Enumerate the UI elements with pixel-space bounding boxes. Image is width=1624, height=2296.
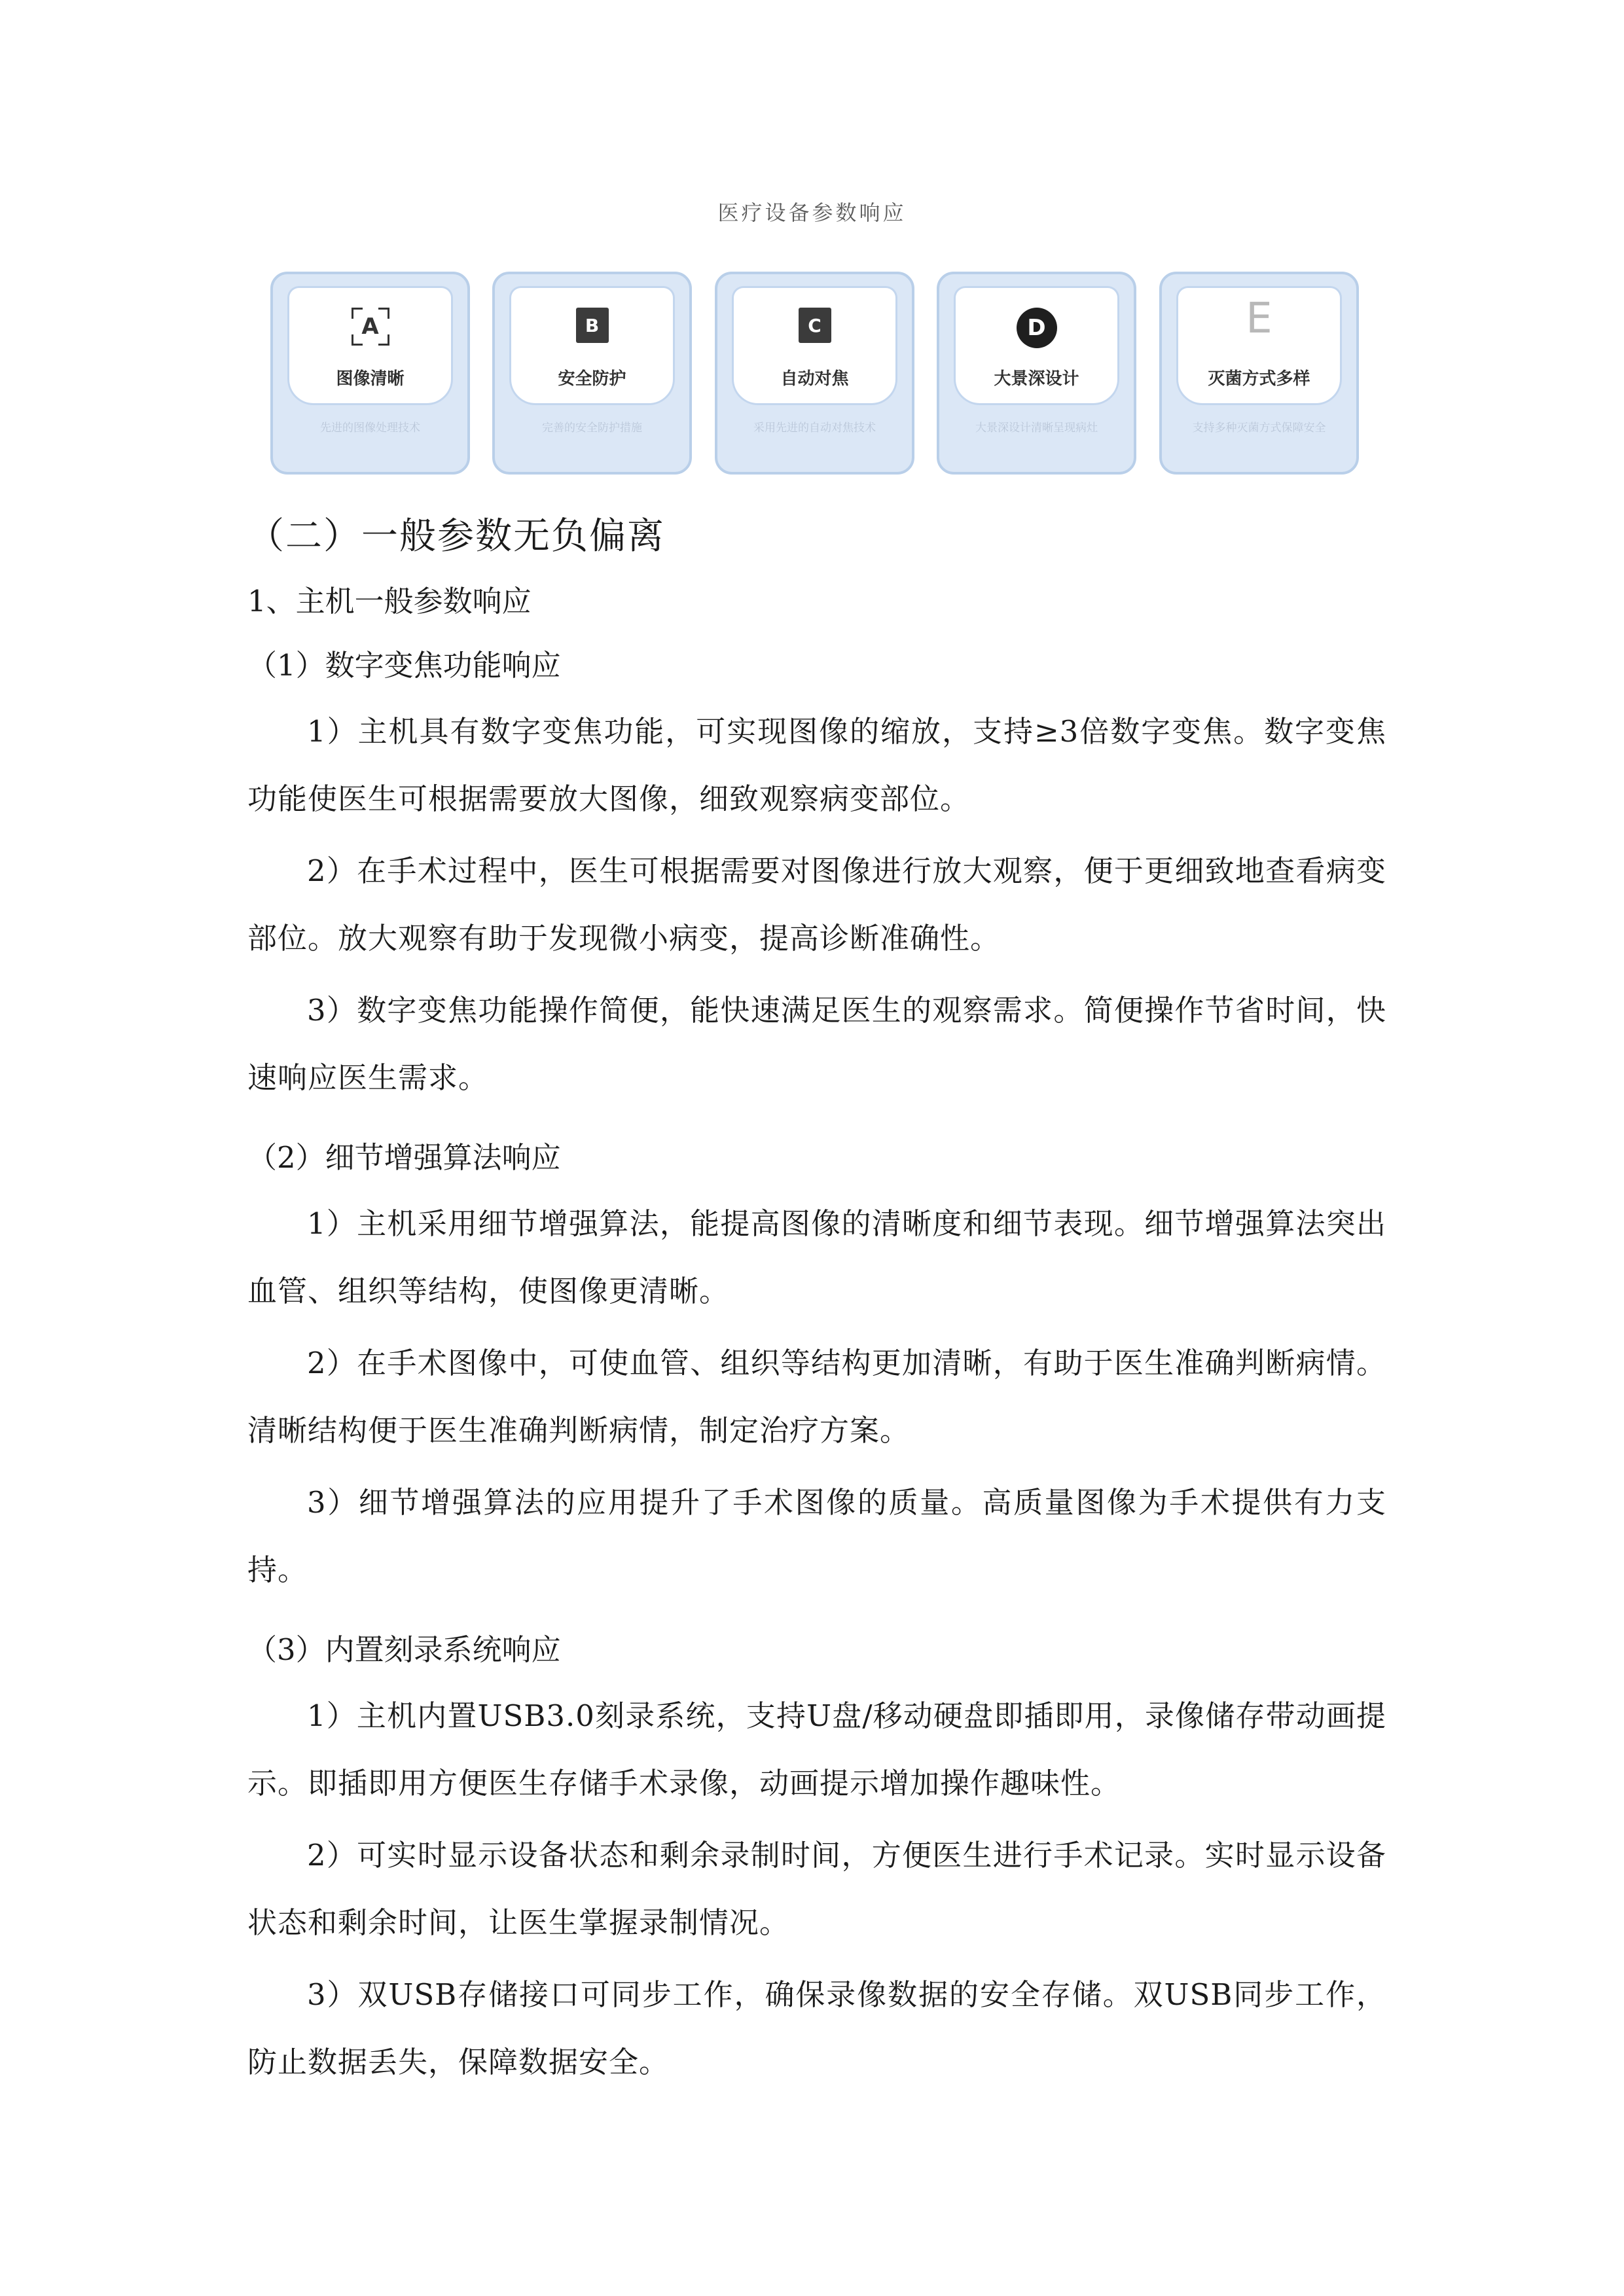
paragraph: 2）在手术过程中，医生可根据需要对图像进行放大观察，便于更细致地查看病变部位。放大观察有助于发现微小病变，提高诊断准确性。	[247, 853, 1386, 956]
paragraph: 3）双USB存储接口可同步工作，确保录像数据的安全存储。双USB同步工作，防止数据丢失，保障数据安全。	[247, 1977, 1386, 2079]
card-description: 支持多种灭菌方式保障安全	[1192, 422, 1326, 435]
figure-title: 医疗设备参数响应	[717, 200, 907, 225]
card-description: 先进的图像处理技术	[320, 422, 420, 435]
c-box-icon: C	[799, 308, 831, 343]
card-label: 安全防护	[558, 369, 626, 389]
card-description: 完善的安全防护措施	[542, 422, 642, 435]
feature-card-autofocus	[715, 272, 914, 475]
paragraph: 2）在手术图像中，可使血管、组织等结构更加清晰，有助于医生准确判断病情。清晰结构便于医生准确判断病情，制定治疗方案。	[247, 1346, 1386, 1448]
card-label: 大景深设计	[994, 369, 1079, 389]
feature-card-image-clarity	[270, 272, 470, 475]
card-label: 自动对焦	[780, 369, 849, 389]
card-description: 采用先进的自动对焦技术	[753, 422, 876, 435]
parameter-figure	[0, 0, 1624, 484]
subsection-heading: 1、主机一般参数响应	[247, 584, 532, 619]
group-title: （1）数字变焦功能响应	[247, 648, 561, 683]
paragraph: 3）数字变焦功能操作简便，能快速满足医生的观察需求。简便操作节省时间，快速响应医生需求。	[247, 993, 1386, 1095]
lock-box-icon: B	[576, 308, 609, 343]
feature-card-depth-of-field	[937, 272, 1136, 475]
card-label: 灭菌方式多样	[1208, 369, 1310, 389]
paragraph: 1）主机具有数字变焦功能，可实现图像的缩放，支持≥3倍数字变焦。数字变焦功能使医生可根据需要放大图像，细致观察病变部位。	[247, 714, 1386, 816]
group-title: （2）细节增强算法响应	[247, 1140, 561, 1175]
e-letter-icon: E	[1246, 295, 1272, 343]
card-label: 图像清晰	[336, 369, 405, 389]
d-circle-icon: D	[1017, 308, 1057, 348]
feature-card-safety	[492, 272, 692, 475]
document-body	[247, 504, 1386, 2100]
feature-card-sterilization	[1159, 272, 1359, 475]
paragraph: 1）主机采用细节增强算法，能提高图像的清晰度和细节表现。细节增强算法突出血管、组织等结构，使图像更清晰。	[247, 1206, 1386, 1308]
paragraph: 2）可实时显示设备状态和剩余录制时间，方便医生进行手术记录。实时显示设备状态和剩余时间，让医生掌握录制情况。	[247, 1838, 1386, 1940]
group-title: （3）内置刻录系统响应	[247, 1632, 561, 1667]
paragraph: 1）主机内置USB3.0刻录系统，支持U盘/移动硬盘即插即用，录像储存带动画提示。即插即用方便医生存储手术录像，动画提示增加操作趣味性。	[247, 1698, 1386, 1801]
focus-frame-icon: A	[352, 308, 389, 346]
section-heading: （二）一般参数无负偏离	[247, 515, 665, 558]
card-description: 大景深设计清晰呈现病灶	[975, 422, 1098, 435]
paragraph: 3）细节增强算法的应用提升了手术图像的质量。高质量图像为手术提供有力支持。	[247, 1485, 1386, 1587]
